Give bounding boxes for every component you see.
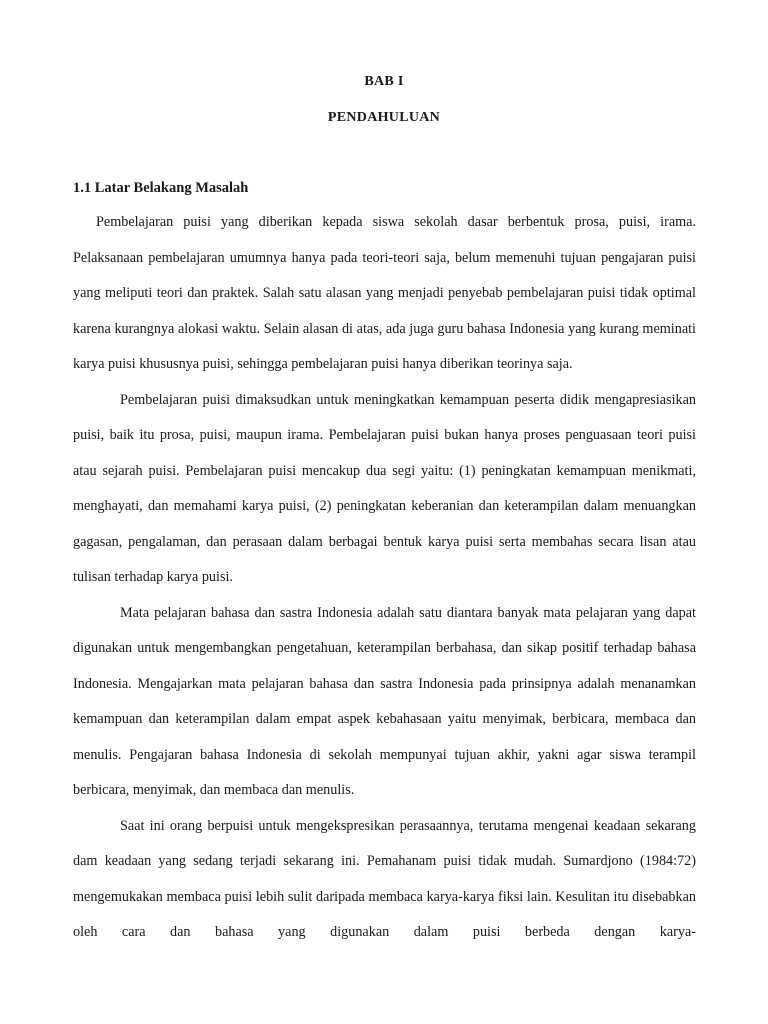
chapter-number: BAB I bbox=[364, 74, 404, 89]
section-title: 1.1 Latar Belakang Masalah bbox=[73, 180, 249, 196]
paragraph: Mata pelajaran bahasa dan sastra Indonesia adalah satu diantara banyak mata pelajaran yang dapat digunakan untuk mengembangkan pengetahuan, keterampilan berbahasa, dan sikap positif terhadap bahasa Indonesia. Mengajarkan mata pelajaran bahasa dan sastra Indonesia pada prinsipnya adalah menanamkan kemampuan dan keterampilan dalam empat aspek kebahasaan yaitu menyimak, berbicara, membaca dan menulis. Pengajaran bahasa Indonesia di sekolah mempunyai tujuan akhir, yakni agar siswa terampil berbicara, menyimak, dan membaca dan menulis. bbox=[73, 604, 696, 798]
chapter-title: PENDAHULUAN bbox=[327, 110, 441, 125]
body-text bbox=[73, 205, 696, 951]
paragraph: Saat ini orang berpuisi untuk mengekspresikan perasaannya, terutama mengenai keadaan sekarang dam keadaan yang sedang terjadi sekarang ini. Pemahanam puisi tidak mudah. Sumardjono (1984:72) mengemukakan membaca puisi lebih sulit daripada membaca karya-karya fiksi lain. Kesulitan itu disebabkan oleh cara dan bahasa yang digunakan dalam puisi berbeda dengan karya- bbox=[73, 817, 696, 940]
paragraph: Pembelajaran puisi yang diberikan kepada siswa sekolah dasar berbentuk prosa, puisi, irama. Pelaksanaan pembelajaran umumnya hanya pada teori-teori saja, belum memenuhi tujuan pengajaran puisi yang meliputi teori dan praktek. Salah satu alasan yang menjadi penyebab pembelajaran puisi tidak optimal karena kurangnya alokasi waktu. Selain alasan di atas, ada juga guru bahasa Indonesia yang kurang meminati karya puisi khususnya puisi, sehingga pembelajaran puisi hanya diberikan teorinya saja. bbox=[73, 214, 696, 372]
paragraph: Pembelajaran puisi dimaksudkan untuk meningkatkan kemampuan peserta didik mengapresiasikan puisi, baik itu prosa, puisi, maupun irama. Pembelajaran puisi bukan hanya proses penguasaan teori puisi atau sejarah puisi. Pembelajaran puisi mencakup dua segi yaitu: (1) peningkatan kemampuan menikmati, menghayati, dan memahami karya puisi, (2) peningkatan keberanian dan keterampilan dalam menuangkan gagasan, pengalaman, dan perasaan dalam berbagai bentuk karya puisi serta membahas secara lisan atau tulisan terhadap karya puisi. bbox=[73, 391, 696, 585]
